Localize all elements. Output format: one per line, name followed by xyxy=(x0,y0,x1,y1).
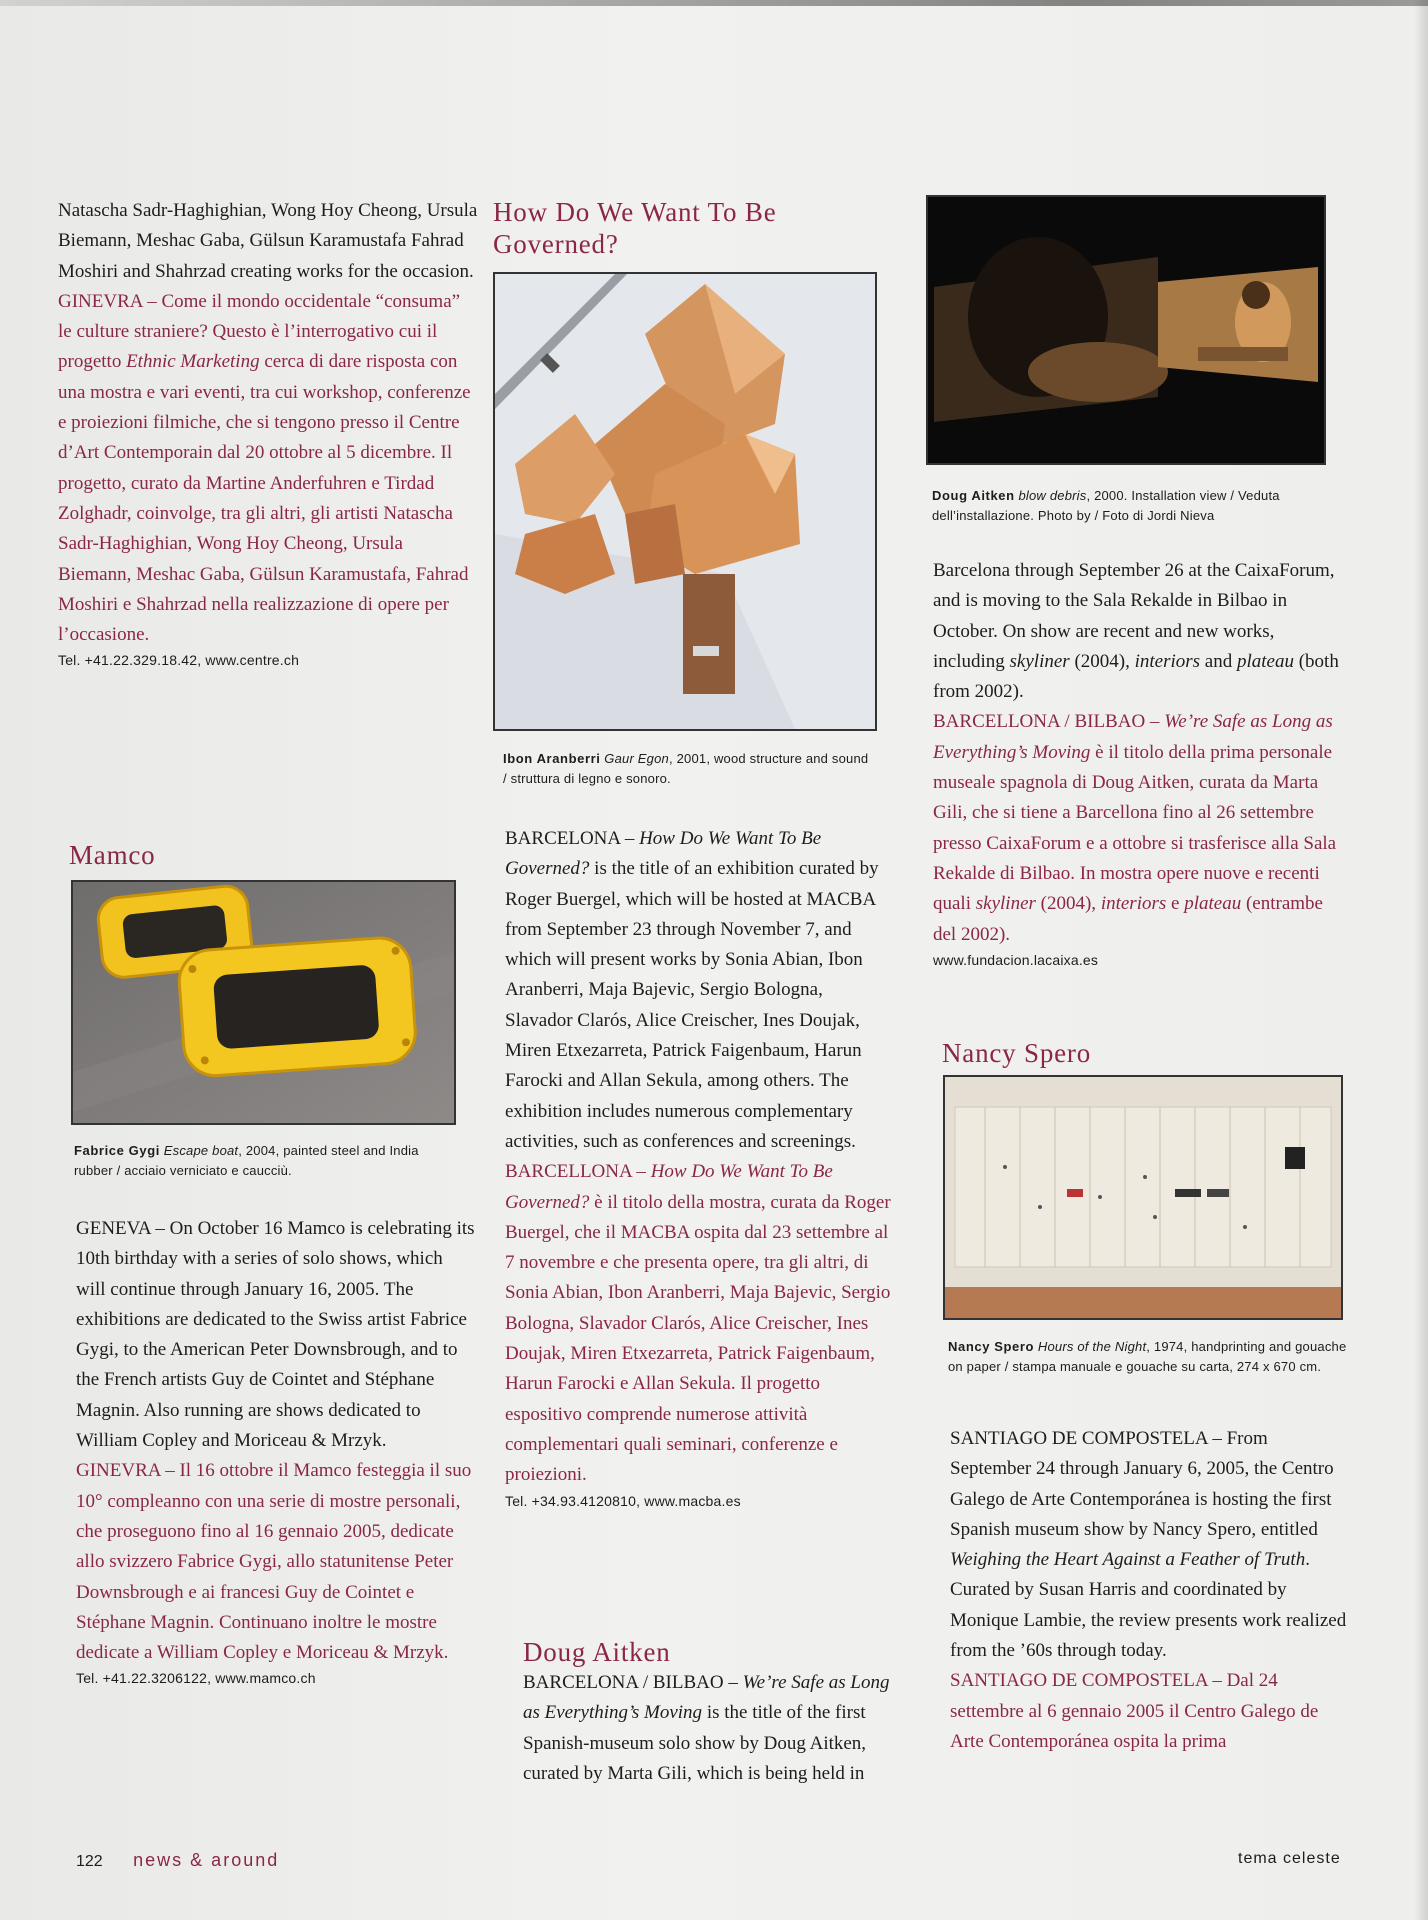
mamco-article xyxy=(76,1214,476,1686)
governed-article xyxy=(505,824,895,1509)
photo-gaur-egon xyxy=(493,272,877,731)
aitken-article-start xyxy=(523,1668,893,1789)
hours-of-the-night-image xyxy=(945,1077,1341,1318)
macba-contact: Tel. +34.93.4120810, www.macba.es xyxy=(505,1492,741,1509)
aitken-italian: BARCELLONA / BILBAO – We’re Safe as Long as Everything’s Moving è il titolo della prima personale museale spagnola di Doug Aitken, curata da Marta Gili, che si tiene a Barcellona fino al 26 settembre presso CaixaForum e a ottobre si trasferisce alla Sala Rekalde di Bilbao. In mostra opere nuove e recenti quali skyliner (2004), interiors e plateau (entrambe del 2002). xyxy=(933,711,1337,945)
section-name: news & around xyxy=(133,1850,280,1870)
mamco-italian: GINEVRA – Il 16 ottobre il Mamco festeggia il suo 10° compleanno con una serie di mostre personali, che proseguono fino al 16 gennaio 2005, dedicate allo svizzero Fabrice Gygi, allo statunitense Peter Downsbrough e ai francesi Guy de Cointet e Stéphane Magnin. Continuano inoltre le mostre dedicate a William Copley e Moriceau & Mrzyk. xyxy=(76,1460,472,1664)
spero-heading: Nancy Spero xyxy=(942,1038,1092,1068)
aitken-article-continued xyxy=(933,556,1343,968)
blow-debris-caption: Doug Aitken blow debris, 2000. Installation view / Veduta dell’installazione. Photo by / Foto di Jordi Nieva xyxy=(932,488,1280,523)
mamco-contact: Tel. +41.22.3206122, www.mamco.ch xyxy=(76,1670,316,1687)
escape-boat-caption: Fabrice Gygi Escape boat, 2004, painted steel and India rubber / acciaio verniciato e caucciù. xyxy=(74,1143,419,1178)
spero-english: SANTIAGO DE COMPOSTELA – From September 24 through January 6, 2005, the Centro Galego de Arte Contemporánea is hosting the first Spanish museum show by Nancy Spero, entitled Weighing the Heart Against a Feather of Truth. Curated by Susan Harris and coordinated by Monique Lambie, the review presents work realized from the ’60s through today. xyxy=(950,1428,1347,1662)
aitken-heading: Doug Aitken xyxy=(523,1637,671,1667)
page-footer-left xyxy=(76,1850,279,1871)
top-edge-shadow xyxy=(0,0,1428,6)
page-number: 122 xyxy=(76,1853,103,1870)
magazine-name: tema celeste xyxy=(1238,1850,1341,1867)
governed-english: BARCELONA – How Do We Want To Be Governed? is the title of an exhibition curated by Roger Buergel, which will be hosted at MACBA from September 23 through November 7, and which will present works by Sonia Abian, Ibon Aranberri, Maja Bajevic, Sergio Bologna, Slavador Clarós, Alice Creischer, Ines Doujak, Miren Etxezarreta, Patrick Faigenbaum, Harun Farocki and Allan Sekula, among others. The exhibition includes numerous complementary activities, such as conferences and screenings. xyxy=(505,828,879,1152)
aitken-english-start: BARCELONA / BILBAO – We’re Safe as Long as Everything’s Moving is the title of the first Spanish-museum solo show by Doug Aitken, curated by Marta Gili, which is being held in xyxy=(523,1672,890,1784)
intro-english: Natascha Sadr-Haghighian, Wong Hoy Cheong, Ursula Biemann, Meshac Gaba, Gülsun Karamustafa Fahrad Moshiri and Shahrzad creating works for the occasion. xyxy=(58,200,478,282)
gaur-egon-image xyxy=(495,274,875,729)
photo-blow-debris xyxy=(926,195,1326,465)
photo-escape-boat xyxy=(71,880,456,1125)
governed-italian: BARCELLONA – How Do We Want To Be Governed? è il titolo della mostra, curata da Roger Buergel, che il MACBA ospita dal 23 settembre al 7 novembre e che presenta opere, tra gli altri, di Sonia Abian, Ibon Aranberri, Maja Bajevic, Sergio Bologna, Slavador Clarós, Alice Creischer, Ines Doujak, Miren Etxezarreta, Patrick Faigenbaum, Harun Farocki e Allan Sekula. Il progetto espositivo comprende numerose attività complementari quali seminari, conferenze e proiezioni. xyxy=(505,1161,891,1486)
photo-hours-of-the-night xyxy=(943,1075,1343,1320)
page-gutter-shadow xyxy=(1414,0,1428,1920)
spero-italian: SANTIAGO DE COMPOSTELA – Dal 24 settembre al 6 gennaio 2005 il Centro Galego de Arte Contemporánea ospita la prima xyxy=(950,1670,1319,1752)
centre-contact: Tel. +41.22.329.18.42, www.centre.ch xyxy=(58,652,300,669)
escape-boat-image xyxy=(73,882,454,1123)
mamco-heading: Mamco xyxy=(69,840,156,870)
caixa-contact: www.fundacion.lacaixa.es xyxy=(933,951,1099,968)
aitken-english-continued: Barcelona through September 26 at the CaixaForum, and is moving to the Sala Rekalde in Bilbao in October. On show are recent and new works, including skyliner (2004), interiors and plateau (both from 2002). xyxy=(933,560,1339,703)
hours-of-the-night-caption: Nancy Spero Hours of the Night, 1974, handprinting and gouache on paper / stampa manuale e gouache su carta, 274 x 670 cm. xyxy=(948,1339,1347,1374)
column-1 xyxy=(58,196,478,668)
blow-debris-image xyxy=(928,197,1324,463)
governed-heading: How Do We Want To Be Governed? xyxy=(493,197,777,259)
mamco-english: GENEVA – On October 16 Mamco is celebrating its 10th birthday with a series of solo shows, which will continue through January 16, 2005. The exhibitions are dedicated to the Swiss artist Fabrice Gygi, to the American Peter Downsbrough, and to the French artists Guy de Cointet and Stéphane Magnin. Also running are shows dedicated to William Copley and Moriceau & Mrzyk. xyxy=(76,1218,475,1452)
intro-italian: GINEVRA – Come il mondo occidentale “consuma” le culture straniere? Questo è l’interrogativo cui il progetto Ethnic Marketing cerca di dare risposta con una mostra e vari eventi, tra cui workshop, conferenze e proiezioni filmiche, che si tengono presso il Centre d’Art Contemporain dal 20 ottobre al 5 dicembre. Il progetto, curato da Martine Anderfuhren e Tirdad Zolghadr, coinvolge, tra gli altri, gli artisti Natascha Sadr-Haghighian, Wong Hoy Cheong, Ursula Biemann, Meshac Gaba, Gülsun Karamustafa, Fahrad Moshiri e Shahrzad nella realizzazione di opere per l’occasione. xyxy=(58,290,471,646)
spero-article xyxy=(950,1424,1350,1757)
gaur-egon-caption: Ibon Aranberri Gaur Egon, 2001, wood structure and sound / struttura di legno e sonoro. xyxy=(503,751,869,786)
